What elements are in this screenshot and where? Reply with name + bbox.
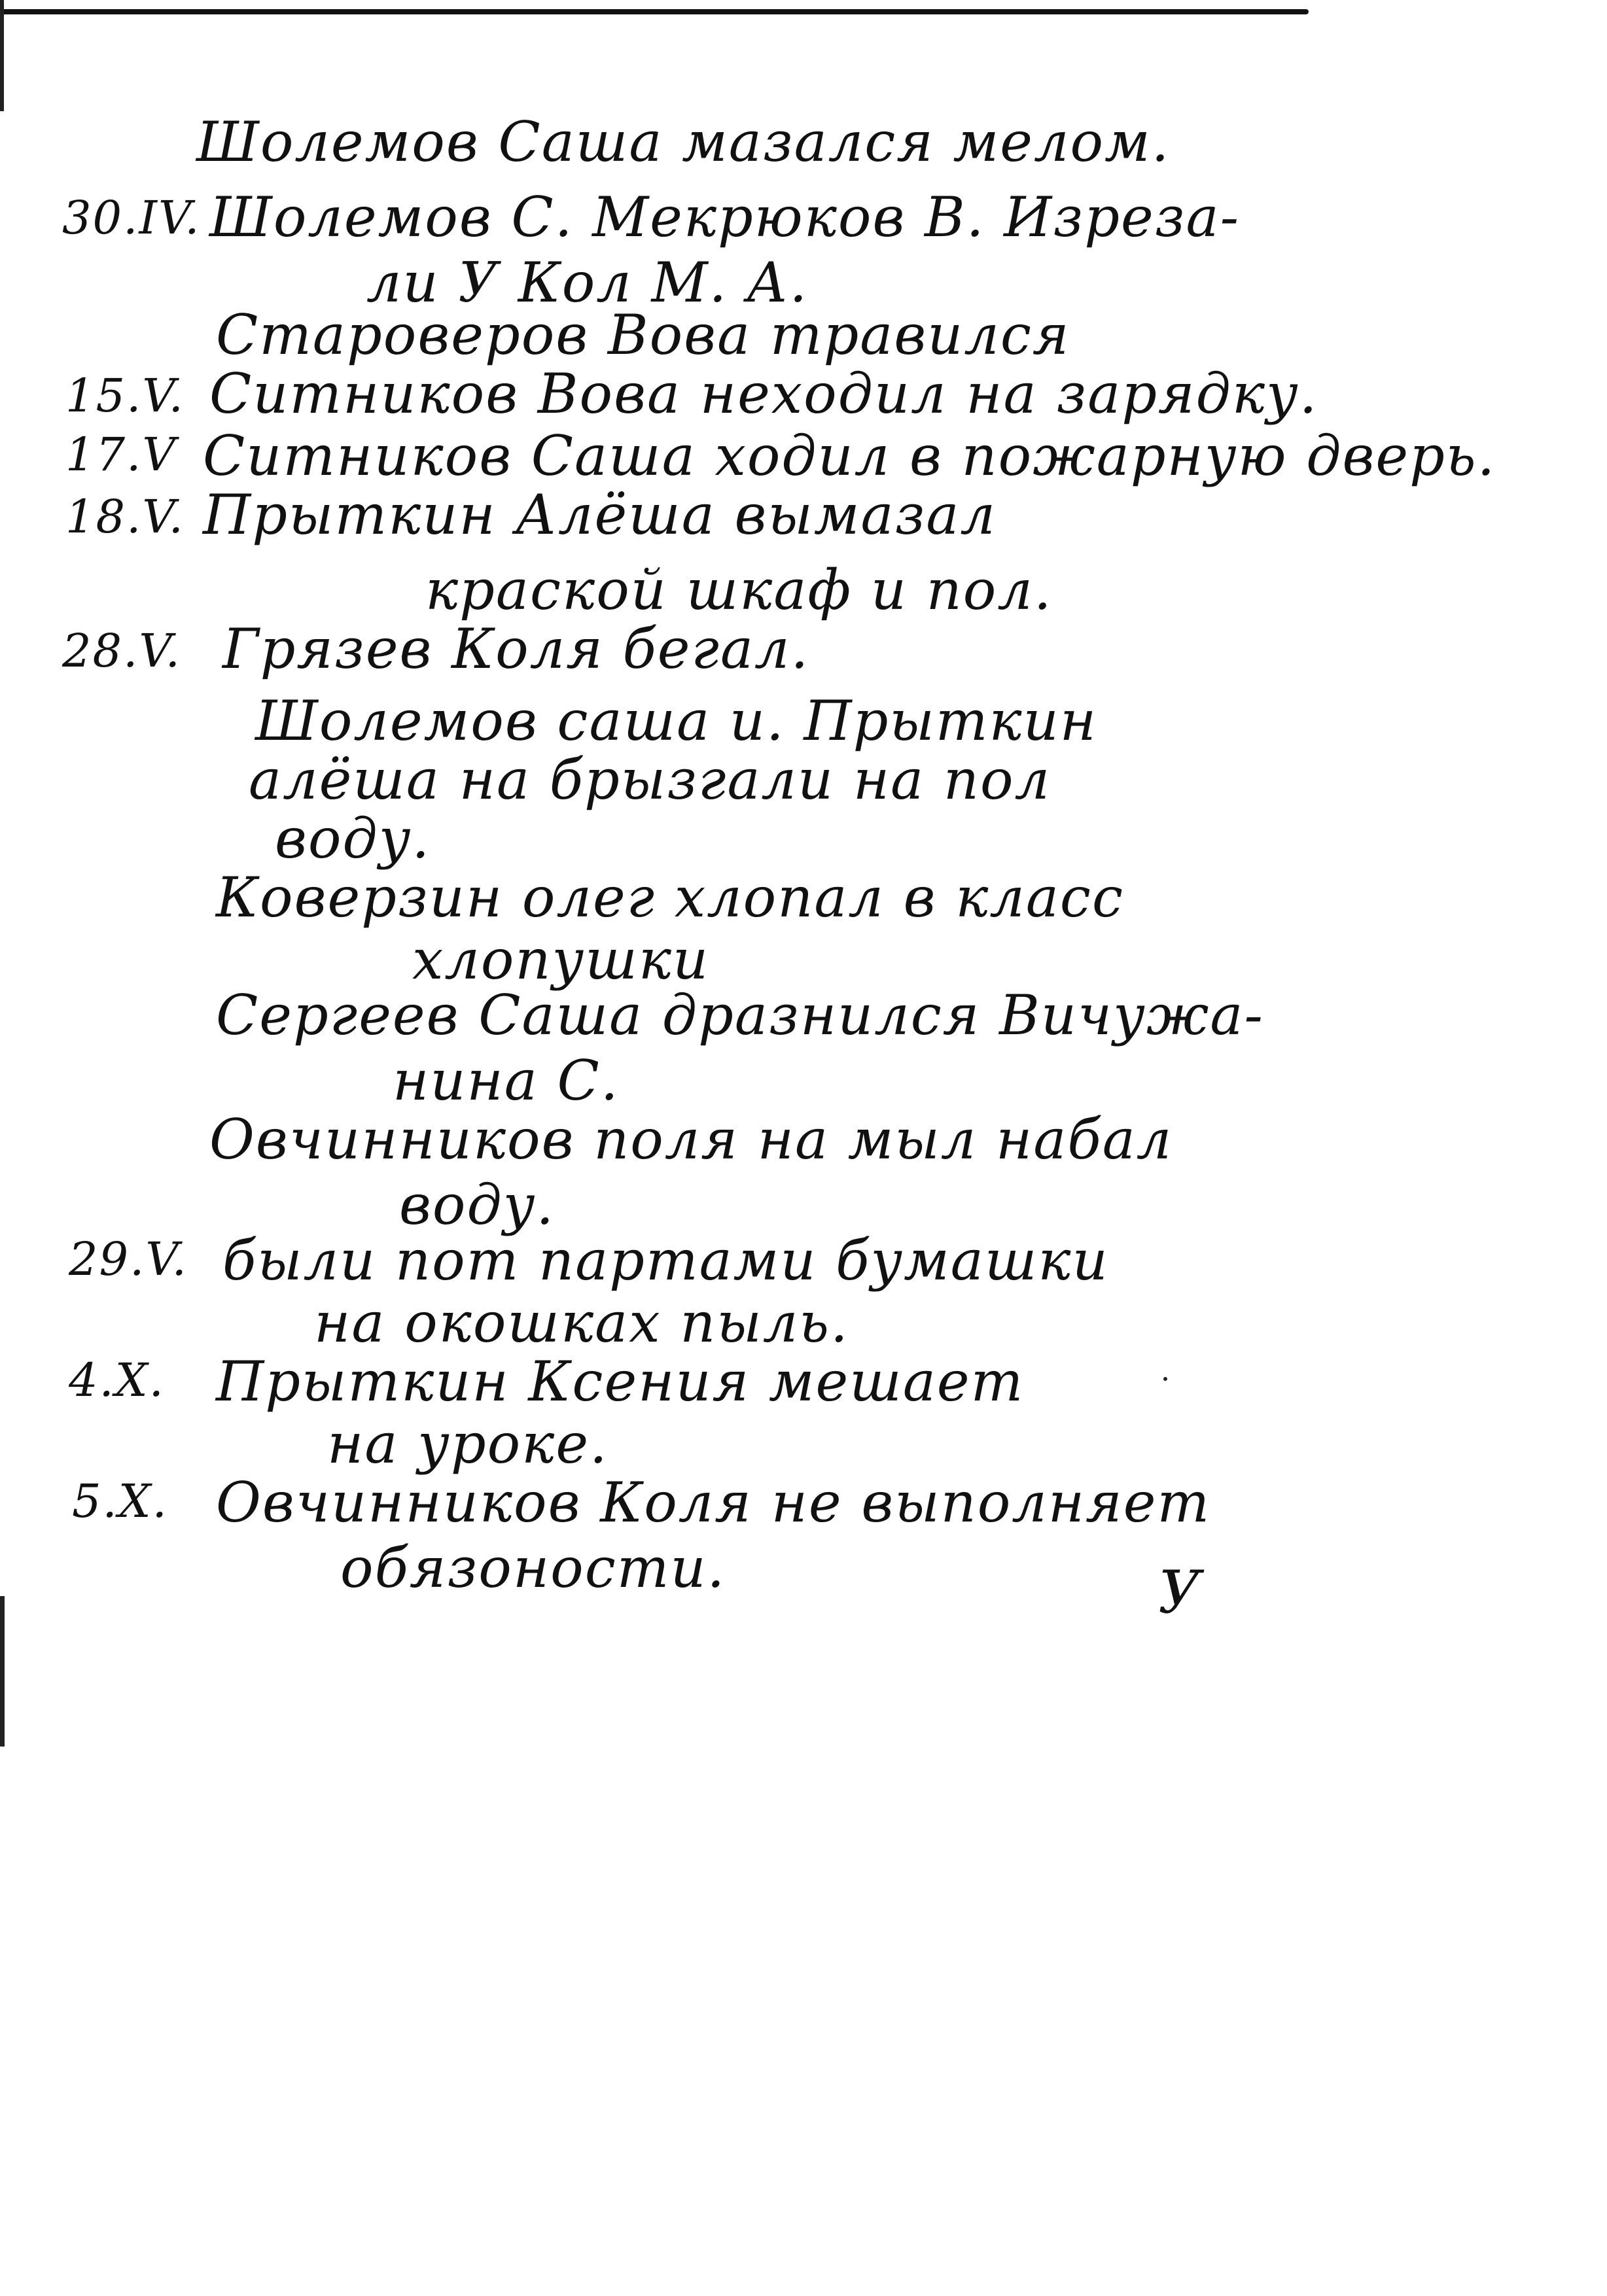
entry-text: на окошках пыль.: [314, 1291, 849, 1355]
entry-text: хлопушки: [412, 928, 710, 992]
entry-text: Овчинников поля на мыл набал: [209, 1107, 1173, 1172]
entry-text: воду.: [399, 1173, 556, 1237]
entry-text: обязоности.: [340, 1536, 726, 1600]
entry-text: Овчинников Коля не выполняет: [216, 1470, 1211, 1535]
entry-date: 4.X.: [69, 1353, 165, 1407]
entry-text: краской шкаф и пол.: [425, 558, 1053, 622]
page-top-edge: [0, 9, 1309, 14]
entry-date: 17.V: [65, 428, 177, 481]
page-left-edge-mark: [0, 0, 4, 111]
entry-text: Шолемов саша и. Прыткин: [255, 689, 1098, 753]
entry-text: Шолемов Саша мазался мелом.: [196, 110, 1171, 174]
entry-date: 30.IV.: [62, 191, 201, 245]
entry-text: Ситников Саша ходил в пожарную дверь.: [203, 424, 1496, 488]
ink-speck: [1163, 1377, 1167, 1381]
entry-text: Сергеев Саша дразнился Вичужа-: [216, 983, 1264, 1047]
entry-text: Шолемов С. Мекрюков В. Изреза-: [209, 185, 1240, 249]
page-left-edge-mark: [0, 1596, 5, 1747]
entry-date: 29.V.: [69, 1232, 188, 1286]
entry-date: 28.V.: [62, 624, 181, 678]
entry-text: воду.: [275, 807, 431, 871]
entry-text: Грязев Коля бегал.: [222, 617, 810, 681]
entry-text: были пот партами бумашки: [222, 1228, 1109, 1293]
entry-text: ли У Кол М. А.: [366, 251, 809, 315]
entry-date: 5.X.: [72, 1474, 168, 1528]
entry-date: 18.V.: [65, 490, 185, 544]
entry-text: нина С.: [393, 1049, 620, 1113]
entry-text: Коверзин олег хлопал в класс: [216, 865, 1125, 930]
entry-text: на уроке.: [327, 1412, 609, 1476]
entry-text: Прыткин Алёша вымазал: [203, 483, 997, 547]
entry-text: Ситников Вова неходил на зарядку.: [209, 362, 1318, 426]
entry-date: 15.V.: [65, 369, 185, 423]
entry-text: Прыткин Ксения мешает: [216, 1349, 1025, 1414]
entry-text: алёша на брызгали на пол: [249, 748, 1051, 812]
entry-text: Староверов Вова травился: [216, 303, 1070, 367]
corner-mark: У: [1158, 1558, 1203, 1627]
